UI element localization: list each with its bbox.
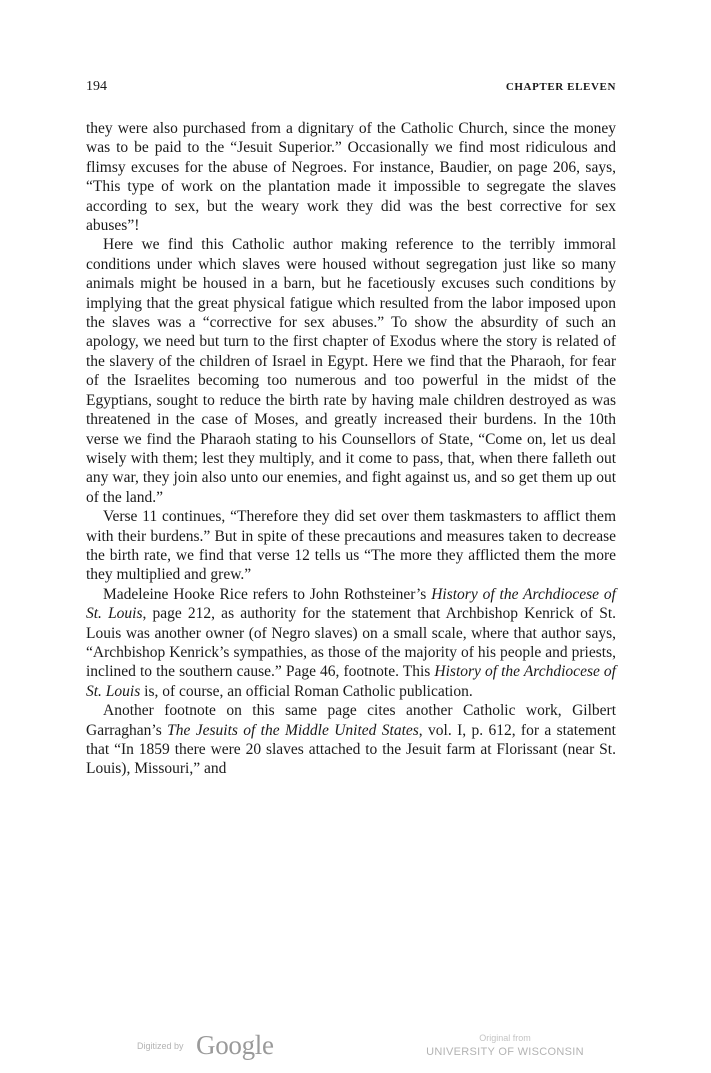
paragraph-4 — [86, 585, 616, 701]
original-from-label: Original from — [479, 1033, 531, 1043]
paragraph-1: they were also purchased from a dignitary of the Catholic Church, since the money was to be paid to the “Jesuit Superior.” Occasionally we find most ridiculous and flimsy excuses for the abuse of Negroes. For instance, Baudier, on page 206, says, “This type of work on the plantation made it impossible to segregate the slaves according to sex, but the weary work they did was the best corrective for sex abuses”! — [86, 120, 616, 235]
paragraph-5 — [86, 701, 616, 779]
paragraph-3: Verse 11 continues, “Therefore they did set over them taskmasters to afflict them with their burdens.” But in spite of these precautions and measures taken to decrease the birth rate, we find that verse 12 tells us “The more they afflicted them the more they multiplied and grew.” — [86, 508, 616, 584]
paragraph-4-text-c: is, of course, an official Roman Catholic publication. — [140, 682, 473, 700]
page-number: 194 — [86, 79, 107, 94]
google-logo: Google — [196, 1030, 274, 1060]
digitized-by-label: Digitized by — [137, 1041, 184, 1051]
paragraph-5-text-a: Another footnote on this same page cites another Catholic work, Gilbert Garraghan’s — [86, 702, 616, 739]
book-title-jesuits-middle-us: The Jesuits of the Middle United States — [167, 721, 419, 739]
digitization-footer — [0, 1030, 711, 1070]
paragraph-4-text-b: , page 212, as authority for the statement that Archbishop Kenrick of St. Louis was another owner (of Negro slaves) on a small scale, where that author says, “Archbishop Kenrick’s sympathies, as those of the majority of his people and priests, inclined to the southern cause.” Page 46, footnote. This — [86, 605, 616, 681]
running-head: CHAPTER ELEVEN — [505, 81, 616, 93]
body-text — [86, 119, 616, 779]
paragraph-5-text-b: , vol. I, p. 612, for a statement that “In 1859 there were 20 slaves attached to the Jesuit farm at Florissant (near St. Louis), Missouri,” and — [86, 721, 616, 778]
university-label: UNIVERSITY OF WISCONSIN — [426, 1046, 584, 1058]
book-title-history-archdiocese-repeat: History of the Archdiocese of St. Louis — [86, 663, 616, 700]
paragraph-2: Here we find this Catholic author making reference to the terribly immoral conditions under which slaves were housed without segregation just like so many animals might be housed in a barn, but he facetiously excuses such conditions by implying that the great physical fatigue which resulted from the labor imposed upon the slaves was a “corrective for sex abuses.” To show the absurdity of such an apology, we need but turn to the first chapter of Exodus where the story is related of the slavery of the children of Israel in Egypt. Here we find that the Pharaoh, for fear of the Israelites becoming too numerous and too powerful in the midst of the Egyptians, sought to reduce the birth rate by having male children destroyed as was threatened in the case of Moses, and greatly increased their burdens. In the 10th verse we find the Pharaoh stating to his Counsellors of State, “Come on, let us deal wisely with them; lest they multiply, and it come to pass, that, when there falleth out any war, they join also unto our enemies, and fight against us, and so get them up out of the land.” — [86, 236, 616, 506]
paragraph-4-text-a: Madeleine Hooke Rice refers to John Rothsteiner’s — [103, 585, 432, 603]
page-header — [86, 79, 616, 95]
book-title-history-archdiocese: History of the Archdiocese of St. Louis — [86, 585, 616, 623]
